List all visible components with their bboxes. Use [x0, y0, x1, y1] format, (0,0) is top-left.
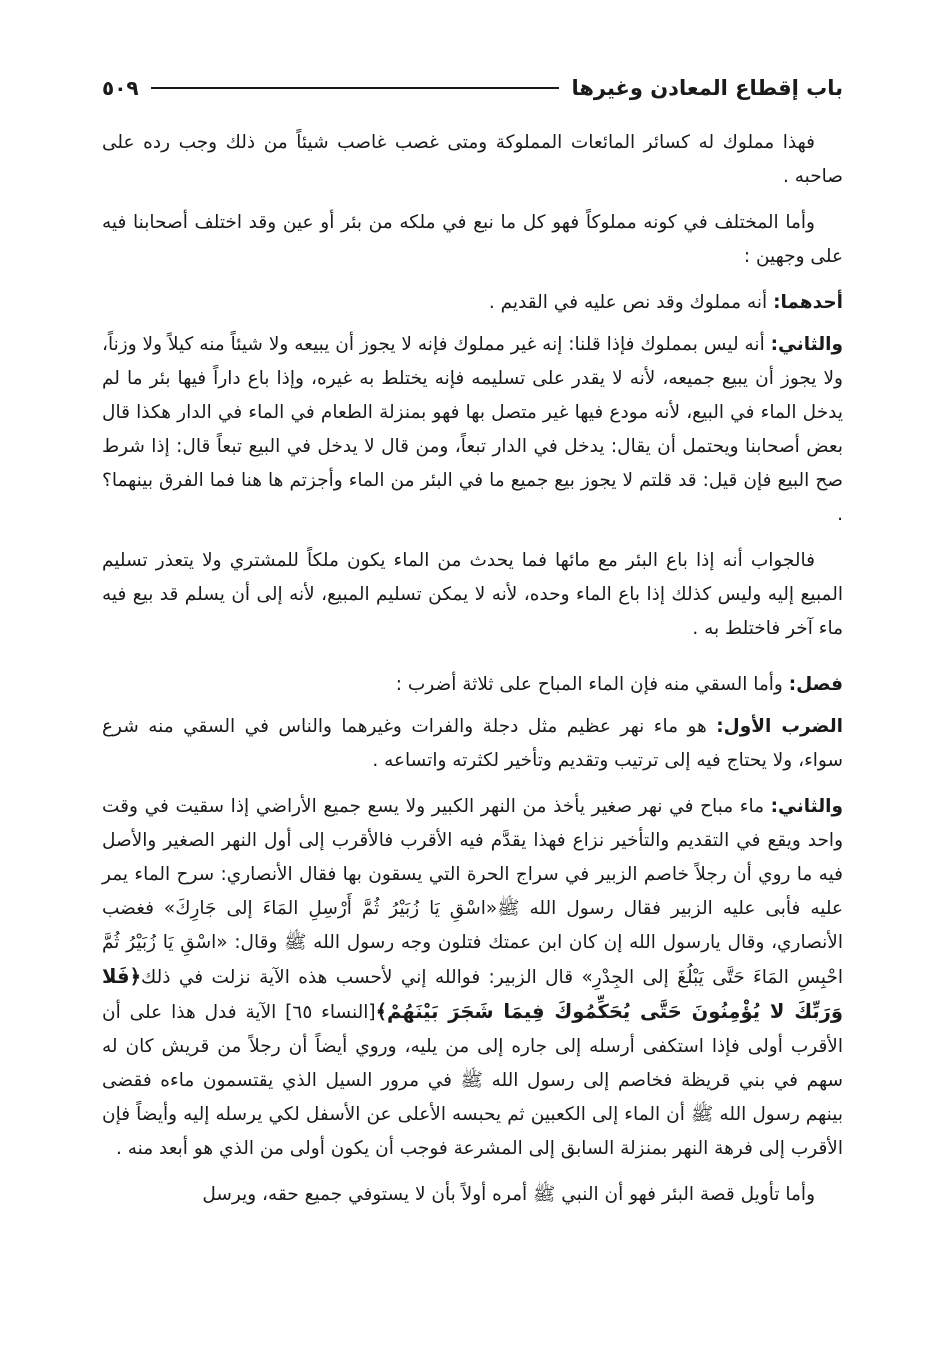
header-rule	[151, 87, 560, 89]
paragraph-text: هو ماء نهر عظيم مثل دجلة والفرات وغيرهما والناس في السقي منه شرع سواء، ولا يحتاج فيه إلى ترتيب وتقديم وتأخير لكثرته واتساعه .	[102, 716, 843, 771]
quran-verse: ﴿فَلا وَرَبِّكَ لا يُؤْمِنُونَ حَتَّى يُحَكِّمُوكَ فِيمَا شَجَرَ بَيْنَهُمْ﴾	[102, 965, 844, 1023]
paragraph-1	[102, 126, 843, 194]
paragraph-9	[102, 1178, 843, 1212]
paragraph-4	[102, 328, 843, 532]
paragraph-text: ماء مباح في نهر صغير يأخذ من النهر الكبير ولا يسع جميع الأراضي إذا سقيت في وقت واحد ويقع في التقديم والتأخير نزاع فهذا يقدَّم فيه الأقرب فالأقرب إلى أول النهر الصغير والأصل فيه ما روي أن رجلاً خاصم الزبير في سراج الحرة التي يسقون بها فقال الأنصاري: سرح الماء يمر عليه فأبى عليه الزبير فقال رسول الله ﷺ	[102, 796, 843, 919]
paragraph-text: وأما المختلف في كونه مملوكاً فهو كل ما نبع في ملكه من بئر أو عين وقد اختلف أصحابنا فيه على وجهين :	[102, 212, 843, 267]
page-number: ٥٠٩	[102, 76, 139, 100]
paragraph-text: فغضب الأنصاري، وقال يارسول الله إن كان ابن عمتك فتلون وجه رسول الله ﷺ وقال:	[102, 898, 843, 953]
paragraph-text: [النساء ٦٥] الآية فدل هذا على أن الأقرب أولى فإذا استكفى أرسله إلى جاره إلى من يليه، وروي أيضاً أن رجلاً من قريش كان له سهم في بني قريظة فخاصم إلى رسول الله ﷺ في مرور السيل الذي يقتسمون ماءه فقضى بينهم رسول الله ﷺ أن الماء إلى الكعبين ثم يحبسه الأعلى عن الأسفل لكي يرسله إليه وأيضاً فإن الأقرب إلى فرهة النهر بمنزلة السابق إلى المشرعة فوجب أن يكون أولى من الذي هو أبعد منه .	[102, 1002, 843, 1159]
paragraph-7	[102, 710, 843, 778]
section-lead: فصل:	[788, 674, 843, 695]
paragraph-3	[102, 286, 843, 320]
paragraph-text: وأما تأويل قصة البئر فهو أن النبي ﷺ أمره أولاً بأن لا يستوفي جميع حقه، ويرسل	[202, 1184, 815, 1205]
chapter-title: باب إقطاع المعادن وغيرها	[571, 76, 843, 100]
paragraph-text: فهذا مملوك له كسائر المائعات المملوكة ومتى غصب غاصب شيئاً من ذلك وجب رده على صاحبه .	[102, 132, 843, 187]
hadith-quote: «اسْقِ يَا زُبَيْرُ ثُمَّ أَرْسِلِ المَاءَ إلى جَارِكَ»	[163, 898, 498, 919]
paragraph-text: وأما السقي منه فإن الماء المباح على ثلاثة أضرب :	[395, 674, 789, 695]
paragraph-lead: والثاني:	[770, 796, 843, 817]
paragraph-6	[102, 668, 843, 702]
paragraph-8	[102, 790, 843, 1166]
paragraph-5	[102, 544, 843, 646]
paragraph-lead: أحدهما:	[773, 292, 843, 313]
paragraph-text: قال الزبير: فوالله إني لأحسب هذه الآية نزلت في ذلك	[141, 967, 582, 988]
paragraph-lead: الضرب الأول:	[716, 716, 843, 737]
running-header	[102, 68, 843, 108]
hadith-quote: «اسْقِ يَا زُبَيْرُ ثُمَّ احْبِسِ المَاءَ حَتَّى يَبْلُغَ إلى الجِدْرِ»	[102, 932, 843, 988]
paragraph-lead: والثاني:	[770, 334, 843, 355]
paragraph-text: أنه ليس بمملوك فإذا قلنا: إنه غير مملوك فإنه لا يجوز أن يبيعه ولا شيئاً منه كيلاً ولا وزناً، ولا يجوز أن يبيع جميعه، لأنه لا يقدر على تسليمه فإنه يختلط به غيره، وإذا باع داراً فيها بئر ما لم يدخل الماء في البيع، لأنه مودع فيها غير متصل بها فهو بمنزلة الطعام في الماء في الدار هكذا قال بعض أصحابنا ويحتمل أن يقال: يدخل في الدار تبعاً، ومن قال لا يدخل في البيع تبعاً قال: إذا شرط صح البيع فإن قيل: قد قلتم لا يجوز بيع جميع ما في البئر من الماء وأجزتم ها هنا فما الفرق بينهما؟ .	[102, 334, 843, 525]
paragraph-2	[102, 206, 843, 274]
paragraph-text: أنه مملوك وقد نص عليه في القديم .	[488, 292, 774, 313]
paragraph-text: فالجواب أنه إذا باع البئر مع مائها فما يحدث من الماء يكون ملكاً للمشتري ولا يتعذر تسليم المبيع إليه وليس كذلك إذا باع الماء وحده، لأنه لا يمكن تسليم المبيع، لأنه إلى أن يسلم قد بيع فيه ماء آخر فاختلط به .	[102, 550, 843, 639]
